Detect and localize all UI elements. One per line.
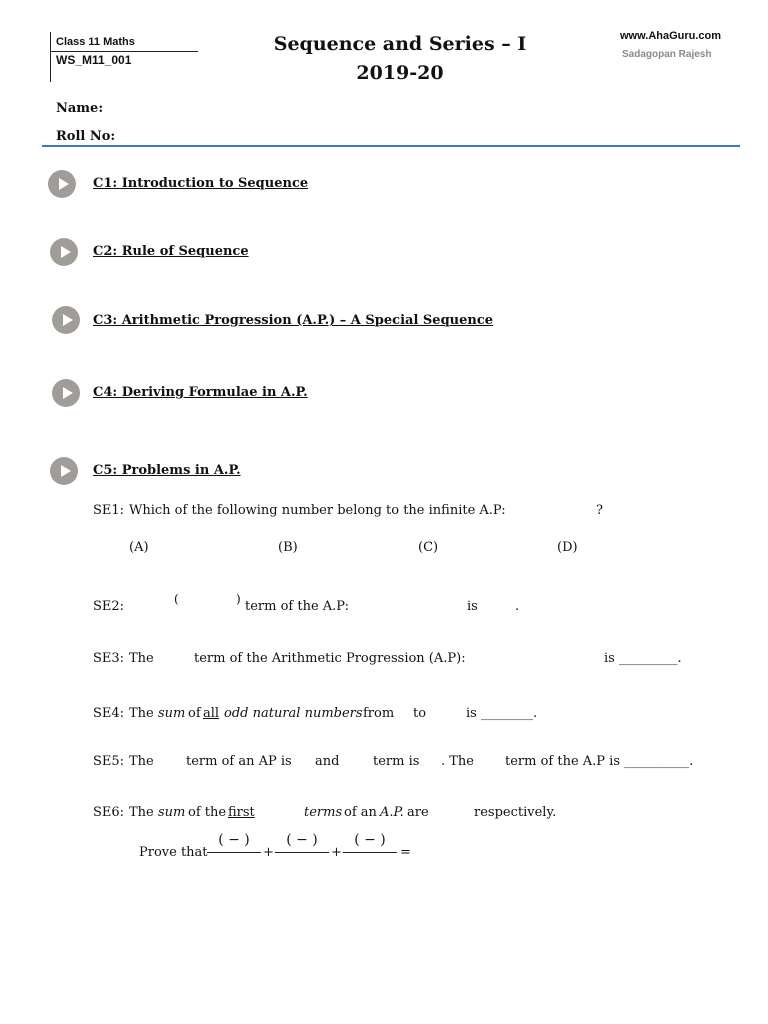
se6-text-ap: A.P. xyxy=(380,805,404,820)
concept-c1-heading[interactable]: C1: Introduction to Sequence xyxy=(93,176,309,191)
se4-text-answer: is ________. xyxy=(466,706,538,721)
header-divider xyxy=(42,145,740,147)
se4-text-to: to xyxy=(413,706,427,721)
se4-text-from: from xyxy=(363,706,395,721)
se1-number: SE1: xyxy=(93,503,125,518)
se6-fraction-1: ( − ) xyxy=(207,832,261,853)
se4-number: SE4: xyxy=(93,706,125,721)
se6-number: SE6: xyxy=(93,805,125,820)
se6-text-of-an: of an xyxy=(344,805,377,820)
se2-paren-close: ) xyxy=(236,592,241,606)
se1-option-b[interactable]: (B) xyxy=(278,540,298,555)
se1-option-c[interactable]: (C) xyxy=(418,540,439,555)
se6-text-are: are xyxy=(407,805,429,820)
se4-text-sum: sum xyxy=(158,706,186,721)
class-label: Class 11 Maths xyxy=(56,36,135,48)
se1-option-a[interactable]: (A) xyxy=(129,540,149,555)
se2-paren-open: ( xyxy=(174,592,179,606)
se6-text-terms: terms xyxy=(304,805,343,820)
concept-c5-heading[interactable]: C5: Problems in A.P. xyxy=(93,463,241,478)
se4-text-the: The xyxy=(129,706,154,721)
se6-plus-1: + xyxy=(263,845,274,860)
worksheet-year: 2019-20 xyxy=(356,62,444,84)
se5-text-term-of-ap: term of an AP is xyxy=(186,754,292,769)
se6-equals: = xyxy=(400,845,411,860)
se2-text-period: . xyxy=(515,599,520,614)
concept-c3-heading[interactable]: C3: Arithmetic Progression (A.P.) – A Special Sequence xyxy=(93,313,494,328)
se4-text-of: of xyxy=(188,706,201,721)
se5-text-the: The xyxy=(129,754,154,769)
play-icon[interactable] xyxy=(50,457,78,485)
se3-number: SE3: xyxy=(93,651,125,666)
se6-fraction-2: ( − ) xyxy=(275,832,329,853)
se6-fraction-3: ( − ) xyxy=(343,832,397,853)
se5-text-answer: term of the A.P is __________. xyxy=(505,754,694,769)
se3-text-the: The xyxy=(129,651,154,666)
se5-text-term-is: term is xyxy=(373,754,420,769)
se5-number: SE5: xyxy=(93,754,125,769)
se1-question: Which of the following number belong to the infinite A.P: xyxy=(129,503,506,518)
se4-text-all: all xyxy=(203,706,220,721)
se5-text-and: and xyxy=(315,754,340,769)
worksheet-title: Sequence and Series – I xyxy=(273,33,527,55)
se6-plus-2: + xyxy=(331,845,342,860)
concept-c2-heading[interactable]: C2: Rule of Sequence xyxy=(93,244,249,259)
se4-text-odd-natural: odd natural numbers xyxy=(224,706,363,721)
play-icon[interactable] xyxy=(48,170,76,198)
se6-text-respectively: respectively. xyxy=(474,805,557,820)
sheet-code: WS_M11_001 xyxy=(56,53,132,67)
se6-text-sum: sum xyxy=(158,805,186,820)
se2-text-term: term of the A.P: xyxy=(245,599,349,614)
se1-question-mark: ? xyxy=(596,503,603,518)
concept-c4-heading[interactable]: C4: Deriving Formulae in A.P. xyxy=(93,385,308,400)
play-icon[interactable] xyxy=(50,238,78,266)
play-icon[interactable] xyxy=(52,306,80,334)
se1-option-d[interactable]: (D) xyxy=(557,540,578,555)
se3-text-answer: is _________. xyxy=(604,651,682,666)
website-label: www.AhaGuru.com xyxy=(620,30,722,42)
roll-field-label: Roll No: xyxy=(56,129,116,144)
name-field-label: Name: xyxy=(56,101,104,116)
se6-prove-that: Prove that xyxy=(139,845,208,860)
se6-text-the: The xyxy=(129,805,154,820)
play-icon[interactable] xyxy=(52,379,80,407)
se5-text-the2: . The xyxy=(441,754,475,769)
se3-text-term: term of the Arithmetic Progression (A.P): xyxy=(194,651,466,666)
se6-text-of-the: of the xyxy=(188,805,227,820)
se2-text-is: is xyxy=(467,599,478,614)
se6-text-first: first xyxy=(228,805,255,820)
se2-number: SE2: xyxy=(93,599,125,614)
author-label: Sadagopan Rajesh xyxy=(622,49,712,60)
